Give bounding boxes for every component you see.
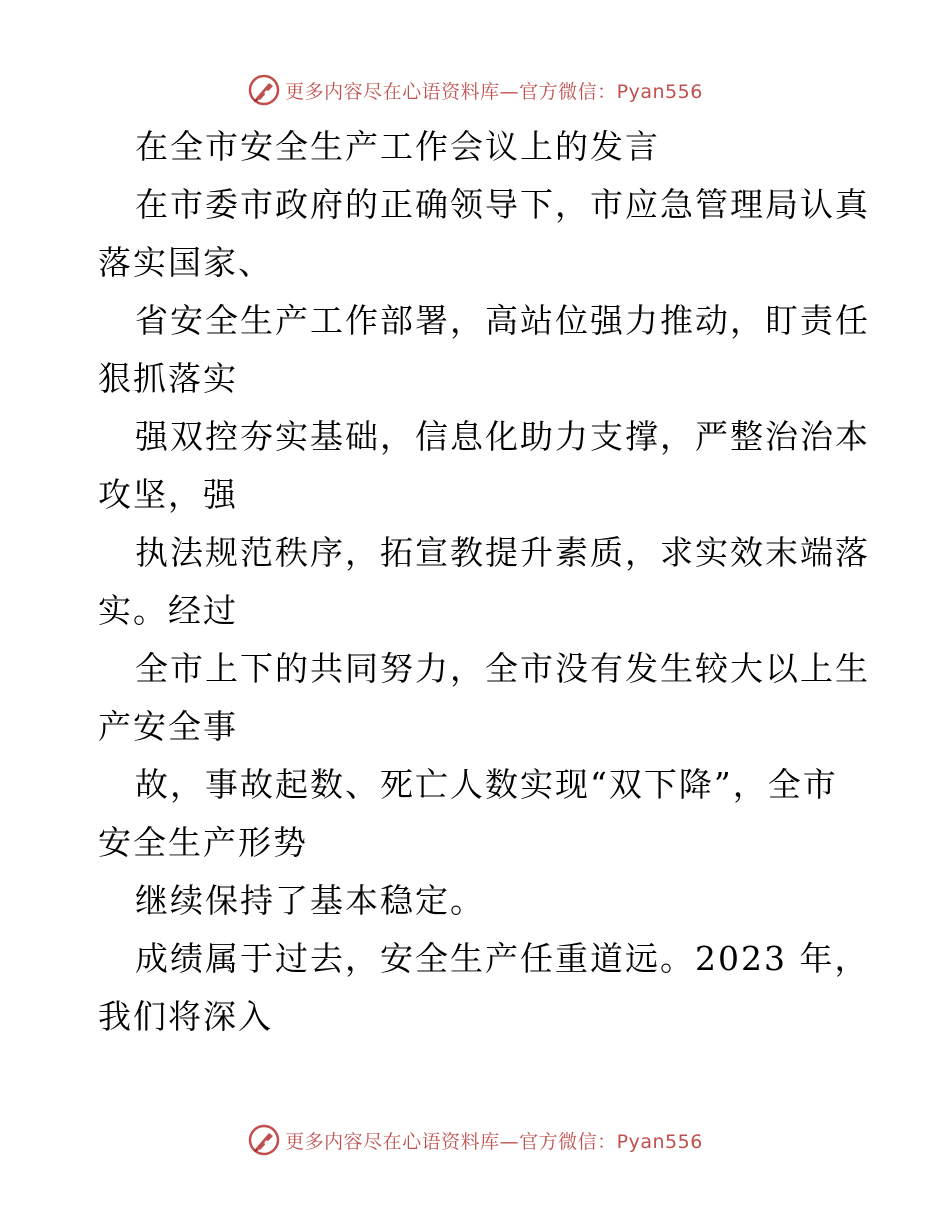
text-line: 落实国家、 xyxy=(98,243,273,282)
pen-logo-icon xyxy=(247,1123,281,1157)
text-line: 安全生产形势 xyxy=(98,823,308,862)
pen-logo-icon xyxy=(247,73,281,107)
text-line: 继续保持了基本稳定。 xyxy=(135,881,485,920)
footer-watermark xyxy=(0,1120,950,1160)
text-line: 我们将深入 xyxy=(98,997,273,1036)
text-line: 狠抓落实 xyxy=(98,359,238,398)
watermark-text: 更多内容尽在心语资料库—官方微信：Pyan556 xyxy=(285,1130,703,1153)
text-line: 实。经过 xyxy=(98,591,238,630)
header-watermark xyxy=(0,70,950,110)
watermark-text: 更多内容尽在心语资料库—官方微信：Pyan556 xyxy=(285,80,703,103)
text-line: 执法规范秩序，拓宣教提升素质，求实效末端落 xyxy=(135,533,870,572)
document-body xyxy=(98,118,870,1046)
text-line: 在市委市政府的正确领导下，市应急管理局认真 xyxy=(135,185,870,224)
text-line: 省安全生产工作部署，高站位强力推动，盯责任 xyxy=(135,301,870,340)
text-line: 攻坚，强 xyxy=(98,475,238,514)
text-line: 故，事故起数、死亡人数实现“双下降”，全市 xyxy=(135,765,838,804)
text-line: 产安全事 xyxy=(98,707,238,746)
text-line: 成绩属于过去，安全生产任重道远。2023 年， xyxy=(135,939,870,978)
text-line: 全市上下的共同努力，全市没有发生较大以上生 xyxy=(135,649,870,688)
text-line: 强双控夯实基础，信息化助力支撑，严整治治本 xyxy=(135,417,870,456)
document-title: 在全市安全生产工作会议上的发言 xyxy=(135,127,660,166)
